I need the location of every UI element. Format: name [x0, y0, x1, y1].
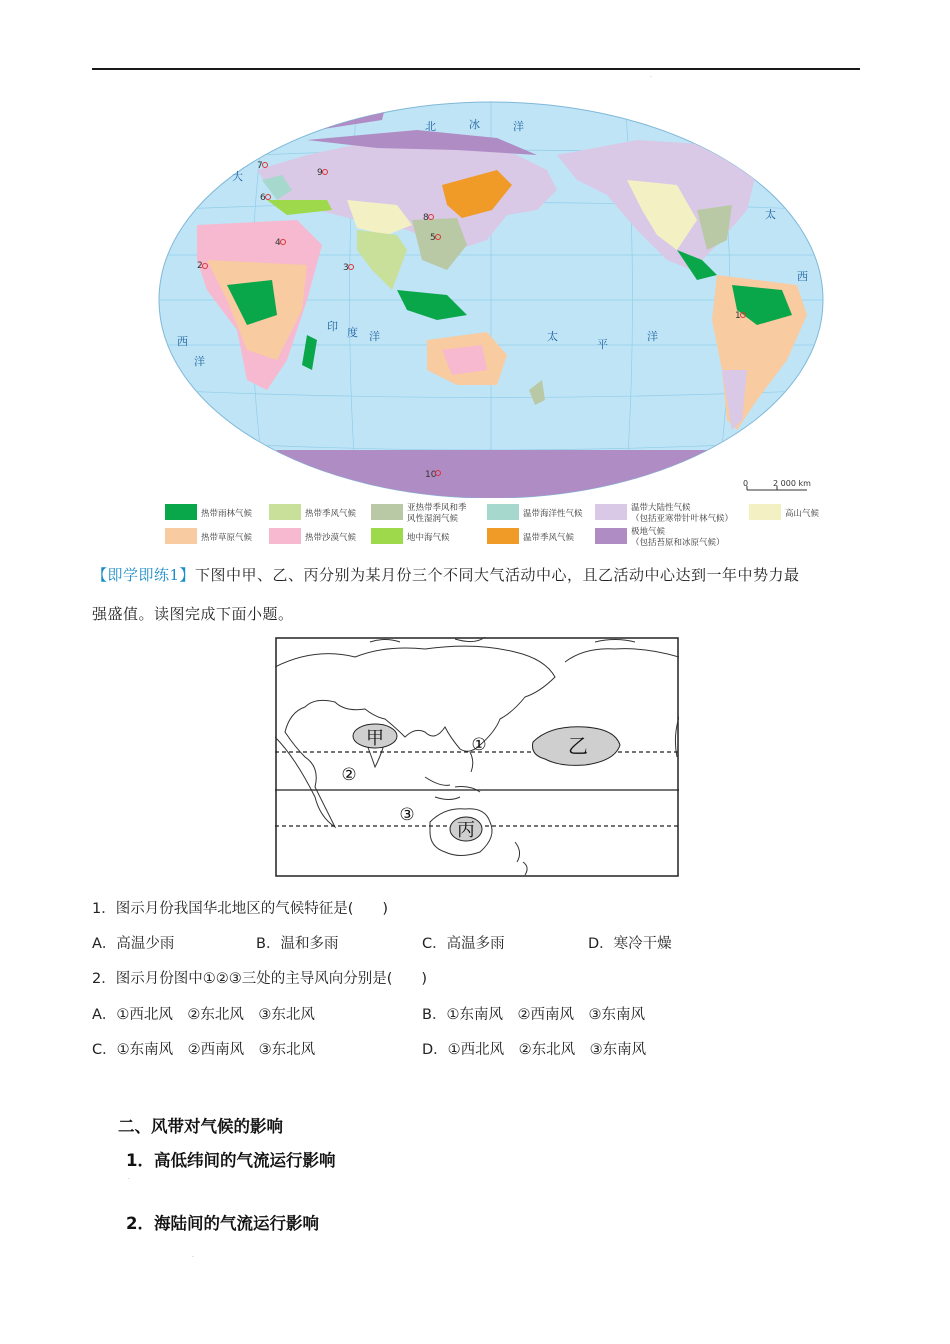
legend-label: 亚热带季风和季风性湿润气候 — [407, 503, 467, 524]
q1-option-d[interactable]: D．寒冷干燥 — [588, 936, 672, 952]
site-1-label: ① — [471, 735, 487, 755]
point-label: 8 — [423, 213, 429, 223]
legend-swatch — [595, 504, 627, 520]
section-title: 二、风带对气候的影响 — [118, 1117, 283, 1136]
ocean-label: 度 — [347, 326, 358, 339]
ocean-label: 平 — [597, 338, 608, 351]
ocean-label: 冰 — [469, 118, 480, 131]
legend-label: 热带草原气候 — [201, 533, 253, 543]
point-label: 7 — [257, 161, 263, 171]
q2-option-a[interactable]: A．①西北风 ②东北风 ③东北风 — [92, 1007, 315, 1023]
q2-option-b[interactable]: B．①东南风 ②西南风 ③东南风 — [422, 1007, 645, 1023]
point-label: 9 — [317, 168, 323, 178]
q2-option-d[interactable]: D．①西北风 ②东北风 ③东南风 — [422, 1042, 647, 1058]
question-1-stem: 1．图示月份我国华北地区的气候特征是( ) — [92, 901, 389, 917]
legend-label: 温带季风气候 — [523, 533, 575, 543]
point-label: 5 — [430, 233, 436, 243]
ocean-label: 太 — [765, 208, 776, 221]
artifact-dot: · — [192, 1254, 194, 1261]
legend-swatch — [487, 504, 519, 520]
point-label: 1 — [735, 311, 741, 321]
section-item-1: 1．高低纬间的气流运行影响 — [126, 1151, 336, 1170]
exercise-tag: 【即学即练1】 — [92, 566, 196, 584]
ocean-label: 西 — [797, 270, 808, 283]
center-yi-label: 乙 — [568, 734, 588, 758]
svg-text:0: 0 — [743, 479, 749, 488]
legend-swatch — [371, 504, 403, 520]
legend-swatch — [269, 528, 301, 544]
q1-option-a[interactable]: A．高温少雨 — [92, 936, 175, 952]
legend-swatch — [595, 528, 627, 544]
legend-swatch — [487, 528, 519, 544]
point-label: 6 — [260, 193, 266, 203]
ocean-label: 北 — [425, 120, 436, 133]
svg-text:2 000 km: 2 000 km — [773, 479, 811, 488]
exercise-intro-line1 — [92, 565, 862, 585]
ocean-label: 大 — [232, 170, 243, 183]
ocean-label: 洋 — [369, 330, 380, 343]
site-3-label: ③ — [399, 805, 415, 825]
section-item-2: 2．海陆间的气流运行影响 — [126, 1214, 319, 1233]
center-bing-label: 丙 — [457, 820, 475, 841]
pressure-centers-map — [275, 637, 679, 877]
legend-label: 热带雨林气候 — [201, 509, 253, 519]
exercise-intro-text: 下图中甲、乙、丙分别为某月份三个不同大气活动中心，且乙活动中心达到一年中势力最 — [195, 566, 800, 584]
point-label: 10 — [425, 470, 437, 480]
q2-option-c[interactable]: C．①东南风 ②西南风 ③东北风 — [92, 1042, 316, 1058]
ocean-label: 洋 — [513, 120, 524, 133]
artifact-dot: · — [128, 1176, 130, 1183]
ocean-label: 西 — [177, 335, 188, 348]
legend-swatch — [165, 504, 197, 520]
point-label: 4 — [275, 238, 281, 248]
ocean-label: 太 — [547, 330, 558, 343]
legend-label: 温带大陆性气候（包括亚寒带针叶林气候） — [631, 503, 734, 524]
ocean-label: 印 — [327, 320, 338, 333]
legend-swatch — [371, 528, 403, 544]
artifact-dot: · — [650, 74, 652, 81]
ocean-label: 洋 — [194, 355, 205, 368]
legend-swatch — [749, 504, 781, 520]
point-label: 2 — [197, 261, 203, 271]
exercise-intro-line2: 强盛值。读图完成下面小题。 — [92, 605, 294, 623]
legend-label: 高山气候 — [785, 509, 820, 519]
world-climate-map — [157, 100, 825, 552]
site-2-label: ② — [341, 765, 357, 785]
ocean-label: 洋 — [647, 330, 658, 343]
legend-label: 地中海气候 — [407, 533, 450, 543]
legend-label: 温带海洋性气候 — [523, 509, 583, 519]
legend-label: 极地气候（包括苔原和冰原气候） — [631, 527, 725, 548]
legend-swatch — [165, 528, 197, 544]
legend-label: 热带沙漠气候 — [305, 533, 357, 543]
header-rule — [92, 68, 860, 70]
center-jia-label: 甲 — [366, 728, 384, 749]
legend-swatch — [269, 504, 301, 520]
legend-label: 热带季风气候 — [305, 509, 357, 519]
point-label: 3 — [343, 263, 349, 273]
question-2-stem: 2．图示月份图中①②③三处的主导风向分别是( ) — [92, 971, 428, 987]
q1-option-c[interactable]: C．高温多雨 — [422, 936, 505, 952]
q1-option-b[interactable]: B．温和多雨 — [256, 936, 339, 952]
